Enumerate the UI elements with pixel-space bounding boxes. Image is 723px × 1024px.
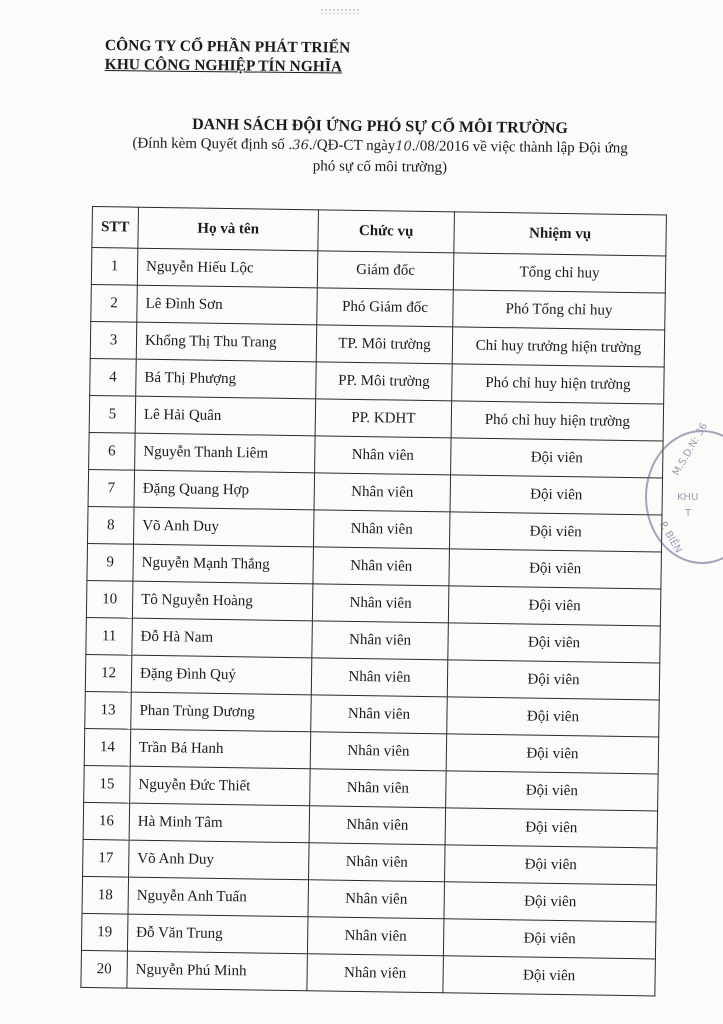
cell-position: Nhân viên xyxy=(314,473,451,512)
subtitle-line2: phó sự cố môi trường) xyxy=(312,158,448,176)
cell-stt: 18 xyxy=(82,876,129,914)
cell-position: Nhân viên xyxy=(312,584,449,623)
cell-position: PP. Môi trường xyxy=(316,362,453,401)
team-table-wrapper xyxy=(80,206,666,996)
cell-name: Hà Minh Tâm xyxy=(129,803,310,843)
cell-stt: 15 xyxy=(84,765,131,803)
header-name: Họ và tên xyxy=(138,207,319,251)
decision-number-handwritten: 36 xyxy=(292,138,309,154)
cell-position: Nhân viên xyxy=(311,658,448,697)
cell-position: Nhân viên xyxy=(312,621,449,660)
scan-speck xyxy=(320,8,360,14)
cell-duty: Tổng chỉ huy xyxy=(453,253,666,293)
seal-text-a: M.S.D.N: 36 xyxy=(670,421,710,478)
cell-stt: 3 xyxy=(90,321,137,359)
cell-name: Nguyễn Phú Minh xyxy=(127,951,308,991)
cell-duty: Đội viên xyxy=(450,475,663,515)
cell-stt: 19 xyxy=(81,913,128,951)
cell-name: Võ Anh Duy xyxy=(129,840,310,880)
cell-name: Nguyễn Thanh Liêm xyxy=(135,433,316,473)
cell-stt: 6 xyxy=(89,432,136,470)
cell-stt: 10 xyxy=(86,580,133,618)
cell-position: Nhân viên xyxy=(311,695,448,734)
company-name-line1: CÔNG TY CỔ PHẦN PHÁT TRIỂN xyxy=(104,36,351,57)
cell-name: Đỗ Hà Nam xyxy=(132,618,313,658)
cell-stt: 4 xyxy=(90,358,137,396)
cell-duty: Đội viên xyxy=(448,586,661,626)
cell-stt: 8 xyxy=(87,506,134,544)
cell-duty: Đội viên xyxy=(445,845,658,885)
cell-duty: Đội viên xyxy=(443,956,656,996)
cell-position: TP. Môi trường xyxy=(316,325,453,364)
table-body xyxy=(81,248,666,996)
cell-name: Lê Hải Quân xyxy=(135,396,316,436)
cell-stt: 5 xyxy=(89,395,136,433)
document-subtitle xyxy=(85,133,675,181)
cell-duty: Phó chỉ huy hiện trường xyxy=(452,364,665,404)
cell-position: Phó Giám đốc xyxy=(317,288,454,327)
cell-name: Lê Đình Sơn xyxy=(137,285,318,325)
cell-stt: 14 xyxy=(84,728,131,766)
cell-name: Phan Trùng Dương xyxy=(131,692,312,732)
cell-name: Nguyễn Anh Tuấn xyxy=(128,877,309,917)
seal-text-d: P. BIÊN xyxy=(656,519,684,556)
header-position: Chức vụ xyxy=(318,210,455,253)
cell-duty: Đội viên xyxy=(444,882,657,922)
cell-name: Nguyễn Đức Thiết xyxy=(130,766,311,806)
subtitle-prefix: (Đính kèm Quyết định số . xyxy=(132,135,293,154)
company-name-line2: KHU CÔNG NGHIỆP TÍN NGHĨA xyxy=(104,55,343,76)
cell-duty: Phó Tổng chỉ huy xyxy=(453,290,666,330)
cell-duty: Phó chỉ huy hiện trường xyxy=(451,401,664,441)
cell-name: Bá Thị Phượng xyxy=(136,359,317,399)
cell-position: Giám đốc xyxy=(317,251,454,290)
cell-duty: Đội viên xyxy=(448,623,661,663)
document-title: DANH SÁCH ĐỘI ỨNG PHÓ SỰ CỐ MÔI TRƯỜNG xyxy=(192,116,568,137)
team-table xyxy=(80,206,667,996)
table-row xyxy=(81,950,655,996)
cell-position: Nhân viên xyxy=(310,769,447,808)
seal-text-c: T xyxy=(685,508,692,519)
cell-stt: 16 xyxy=(83,802,130,840)
cell-name: Đặng Đình Quý xyxy=(131,655,312,695)
company-header xyxy=(105,36,351,77)
cell-stt: 13 xyxy=(85,691,132,729)
cell-position: Nhân viên xyxy=(307,954,444,993)
cell-duty: Đội viên xyxy=(449,512,662,552)
cell-duty: Đội viên xyxy=(446,771,659,811)
cell-name: Đặng Quang Hợp xyxy=(134,470,315,510)
cell-duty: Đội viên xyxy=(451,438,664,478)
cell-name: Trần Bá Hanh xyxy=(130,729,311,769)
cell-stt: 17 xyxy=(83,839,130,877)
cell-stt: 2 xyxy=(91,284,138,322)
cell-position: Nhân viên xyxy=(310,732,447,771)
cell-name: Đỗ Văn Trung xyxy=(127,914,308,954)
cell-position: Nhân viên xyxy=(313,510,450,549)
cell-position: Nhân viên xyxy=(309,806,446,845)
subtitle-suffix: ./08/2016 về việc thành lập Đội ứng xyxy=(411,138,628,157)
cell-duty: Đội viên xyxy=(447,660,660,700)
cell-duty: Đội viên xyxy=(445,808,658,848)
cell-position: Nhân viên xyxy=(309,843,446,882)
cell-name: Nguyễn Hiếu Lộc xyxy=(137,248,318,288)
cell-position: Nhân viên xyxy=(313,547,450,586)
cell-duty: Đội viên xyxy=(447,697,660,737)
cell-stt: 20 xyxy=(81,950,128,988)
cell-position: Nhân viên xyxy=(315,436,452,475)
cell-position: PP. KDHT xyxy=(315,399,452,438)
cell-stt: 12 xyxy=(85,654,132,692)
cell-name: Tô Nguyễn Hoàng xyxy=(132,581,313,621)
cell-name: Khổng Thị Thu Trang xyxy=(136,322,317,362)
header-stt: STT xyxy=(92,207,139,249)
cell-name: Nguyễn Mạnh Thắng xyxy=(133,544,314,584)
cell-position: Nhân viên xyxy=(308,880,445,919)
cell-stt: 9 xyxy=(87,543,134,581)
cell-position: Nhân viên xyxy=(307,917,444,956)
header-duty: Nhiệm vụ xyxy=(454,212,667,256)
cell-name: Võ Anh Duy xyxy=(133,507,314,547)
cell-stt: 1 xyxy=(91,248,138,286)
cell-duty: Đội viên xyxy=(443,919,656,959)
cell-stt: 11 xyxy=(86,617,133,655)
cell-duty: Đội viên xyxy=(446,734,659,774)
seal-text-b: KHU xyxy=(677,492,699,503)
cell-stt: 7 xyxy=(88,469,135,507)
cell-duty: Chỉ huy trưởng hiện trường xyxy=(452,327,665,367)
subtitle-mid: ./QĐ-CT ngày xyxy=(308,137,396,155)
cell-duty: Đội viên xyxy=(449,549,662,589)
decision-day-handwritten: 10 xyxy=(395,139,412,155)
